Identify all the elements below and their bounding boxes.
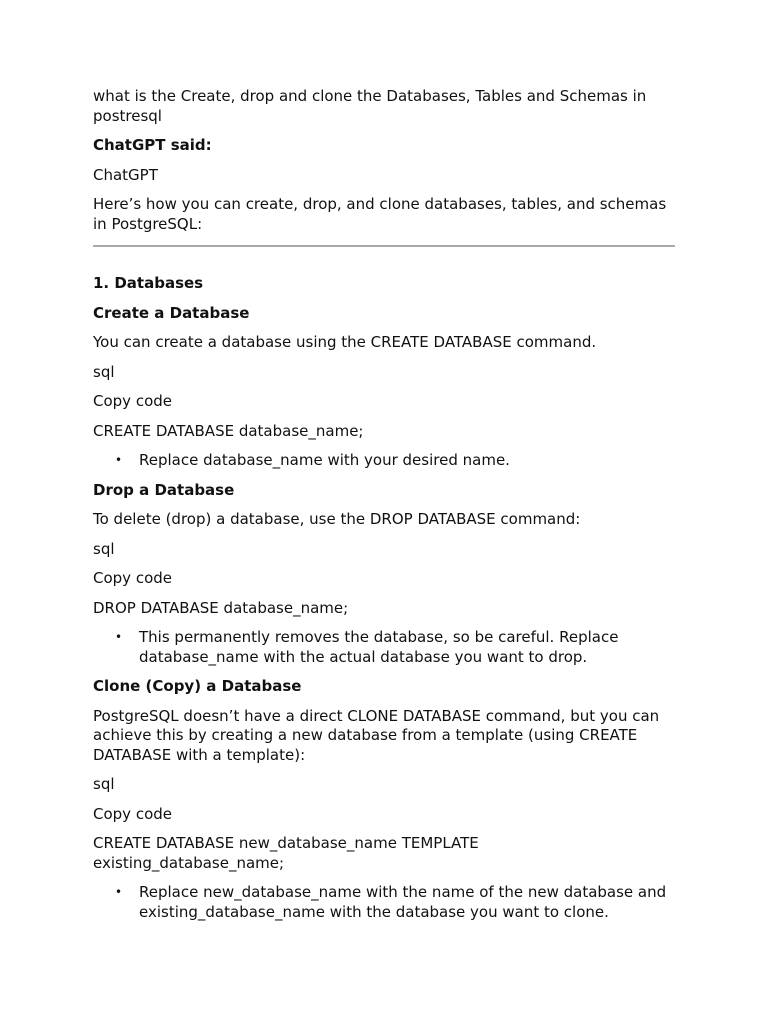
- bullet-icon: •: [115, 453, 123, 467]
- heading-drop-database: Drop a Database: [93, 480, 235, 499]
- section-title-databases: 1. Databases: [93, 274, 204, 292]
- bullet-icon: •: [115, 885, 123, 899]
- copy-code-button[interactable]: Copy code: [93, 569, 172, 587]
- author-name: ChatGPT: [93, 165, 158, 184]
- list-item: [115, 628, 675, 667]
- user-question: what is the Create, drop and clone the Databases, Tables and Schemas in postresql: [93, 87, 647, 125]
- code-create-database: CREATE DATABASE database_name;: [93, 421, 364, 440]
- bullet-icon: •: [115, 630, 123, 644]
- list-item-text: This permanently removes the database, so be careful. Replace database_name with the actual database you want to drop.: [139, 628, 619, 666]
- code-language-label: sql: [93, 362, 115, 381]
- clone-description: PostgreSQL doesn’t have a direct CLONE DATABASE command, but you can achieve this by creating a new database from a template (using CREATE DATABASE with a template):: [93, 706, 660, 764]
- create-description: You can create a database using the CREATE DATABASE command.: [93, 333, 597, 351]
- horizontal-divider: [93, 245, 675, 247]
- code-drop-database: DROP DATABASE database_name;: [93, 598, 349, 617]
- list-item: [115, 883, 675, 922]
- list-item-text: Replace database_name with your desired name.: [139, 451, 510, 469]
- drop-notes-list: [93, 628, 675, 667]
- intro-text: Here’s how you can create, drop, and clone databases, tables, and schemas in PostgreSQL:: [93, 195, 667, 233]
- list-item-text: Replace new_database_name with the name of the new database and existing_database_name with the database you want to clone.: [139, 883, 667, 921]
- heading-clone-database: Clone (Copy) a Database: [93, 677, 302, 695]
- clone-notes-list: [93, 883, 675, 922]
- drop-description: To delete (drop) a database, use the DROP DATABASE command:: [93, 510, 581, 528]
- code-language-label: sql: [93, 539, 115, 558]
- document-content: [93, 87, 675, 932]
- said-label: ChatGPT said:: [93, 136, 212, 154]
- create-notes-list: [93, 451, 675, 471]
- list-item: [115, 451, 675, 471]
- code-language-label: sql: [93, 775, 115, 793]
- heading-create-database: Create a Database: [93, 303, 250, 322]
- copy-code-button[interactable]: Copy code: [93, 392, 172, 410]
- copy-code-button[interactable]: Copy code: [93, 804, 172, 823]
- code-clone-database: CREATE DATABASE new_database_name TEMPLATE existing_database_name;: [93, 834, 479, 872]
